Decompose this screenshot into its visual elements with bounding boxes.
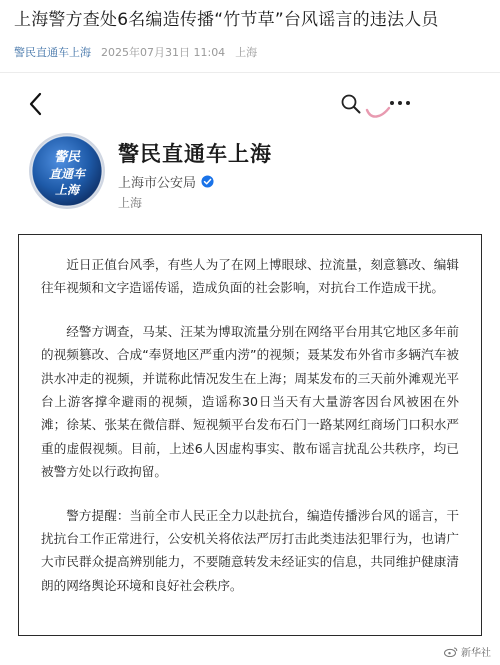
screenshot-top-bar [18, 88, 482, 120]
search-icon[interactable] [340, 93, 362, 115]
notice-content-box [18, 234, 482, 636]
article-date: 2025年07月31日 11:04 [101, 46, 226, 59]
notice-paragraph-1: 近日正值台风季，有些人为了在网上博眼球、拉流量，刻意篡改、编辑往年视频和文字造谣传谣，造成负面的社会影响，对抗台工作造成干扰。 [41, 257, 459, 296]
chevron-left-icon[interactable] [24, 90, 48, 118]
avatar-text-2: 直通车 [48, 167, 86, 181]
account-location: 上海 [118, 196, 143, 210]
article-source-link[interactable]: 警民直通车上海 [14, 46, 91, 59]
avatar[interactable] [28, 132, 106, 210]
account-name[interactable]: 警民直通车上海 [118, 142, 272, 166]
more-dots-icon[interactable] [385, 94, 415, 112]
notice-paragraph-2: 经警方调查，马某、汪某为博取流量分别在网络平台用其它地区多年前的视频篡改、合成“奉贤地区严重内涝”的视频；聂某发布外省市多辆汽车被洪水冲走的视频，并谎称此情况发生在上海；周某发布的三天前外滩观光平台上游客撑伞避雨的视频，造谣称30日当天有大量游客因台风被困在外滩；徐某、张某在微信群、短视频平台发布石门一路某网红商场门口积水严重的虚假视频。目前，上述6人因虚构事实、散布谣言扰乱公共秩序，均已被警方处以行政拘留。 [41, 323, 459, 480]
weibo-icon [444, 646, 458, 657]
account-org: 上海市公安局 [118, 176, 197, 191]
avatar-text-3: 上海 [54, 183, 80, 197]
notice-paragraph-3: 警方提醒：当前全市人民正全力以赴抗台，编造传播涉台风的谣言，干扰抗台工作正常进行，公安机关将依法严厉打击此类违法犯罪行为，也请广大市民群众提高辨别能力，不要随意转发未经证实的信息，共同维护健康清朗的网络舆论环境和良好社会秩序。 [41, 507, 459, 593]
article-meta [14, 43, 257, 61]
article-headline: 上海警方查处6名编造传播“竹节草”台风谣言的违法人员 [14, 10, 439, 30]
account-org-row [118, 172, 214, 191]
watermark-text: 新华社 [461, 648, 491, 659]
avatar-text-1: 警民 [53, 150, 81, 165]
verified-badge-icon [201, 175, 214, 188]
header-divider [0, 72, 500, 73]
article-region: 上海 [235, 46, 258, 59]
watermark [444, 644, 491, 659]
account-profile [28, 132, 468, 212]
